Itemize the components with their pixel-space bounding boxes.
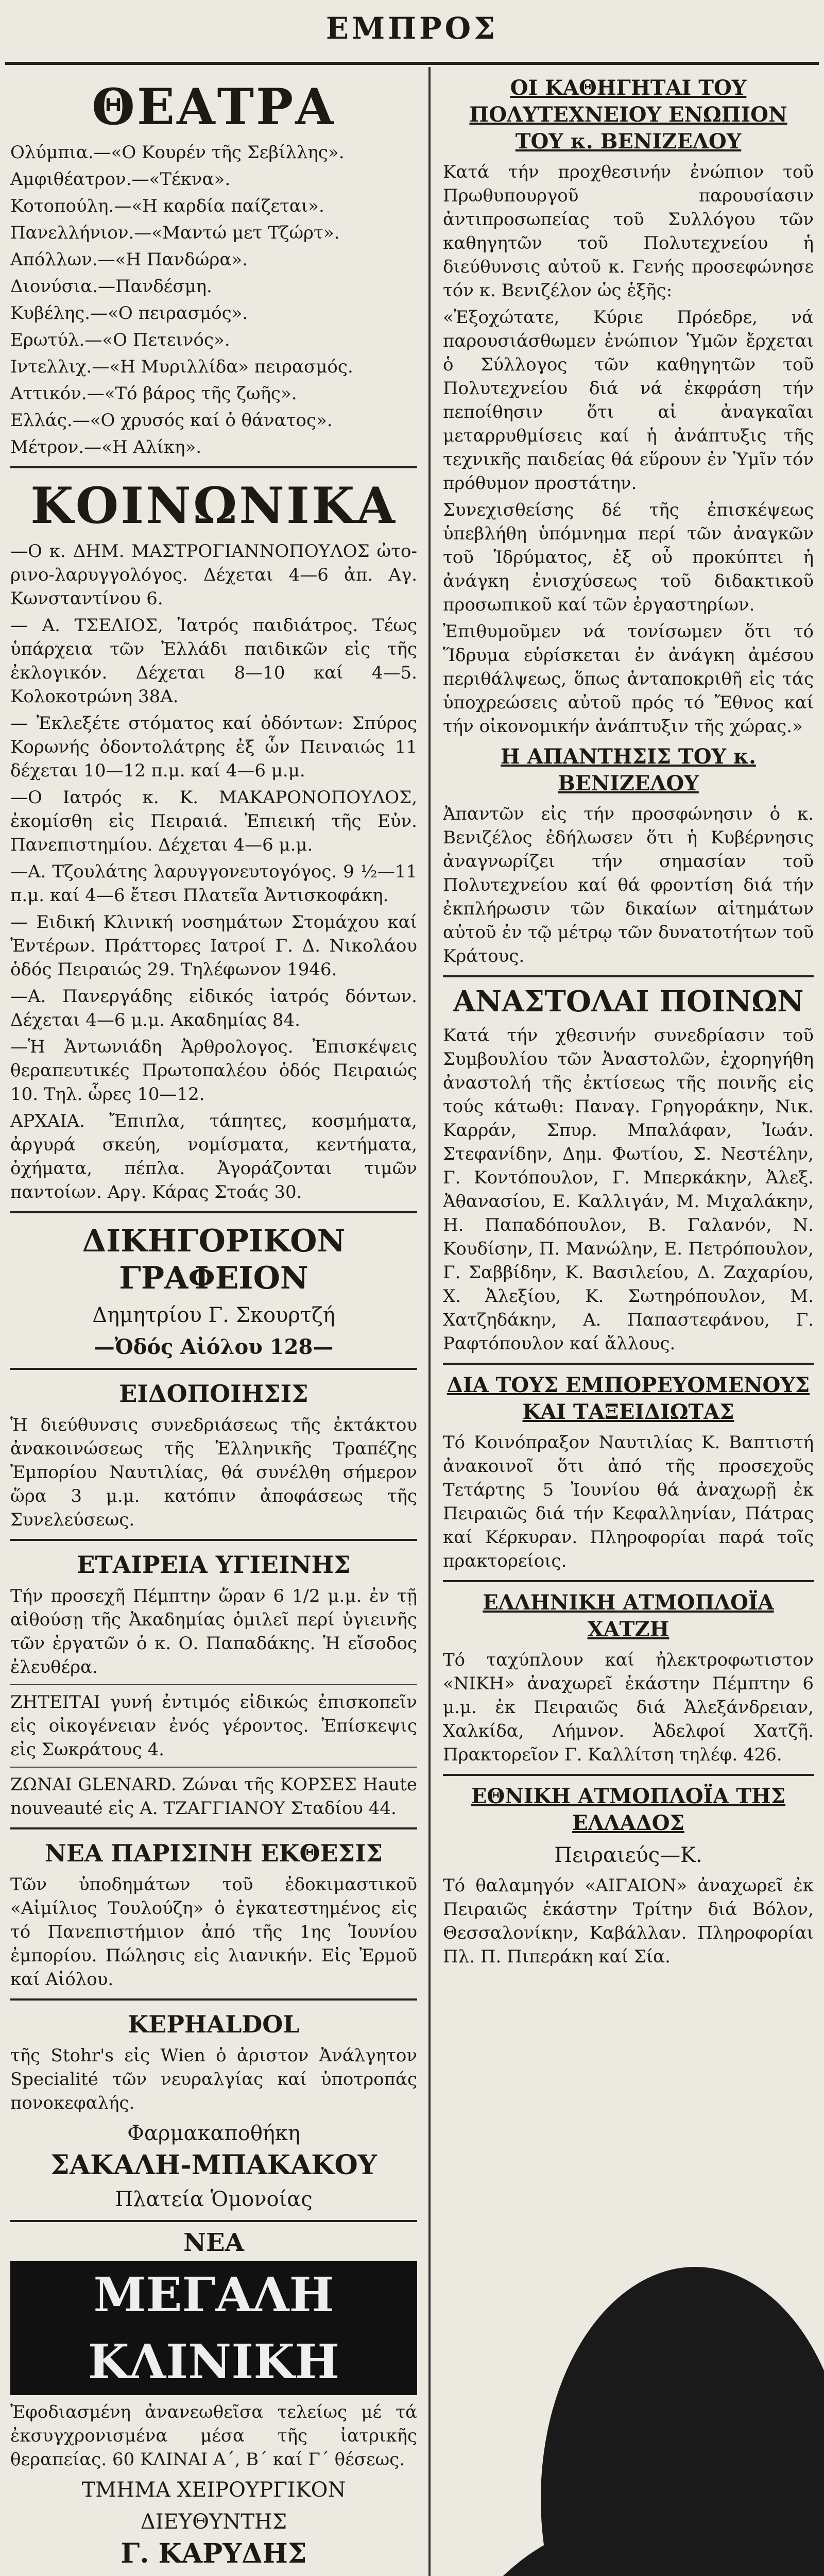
- clinic-director: Γ. ΚΑΡΥΔΗΣ: [121, 2538, 307, 2569]
- health-text: Τήν προσεχῆ Πέμπτην ὥραν 6 1/2 μ.μ. ἐν τῇ αἰθούσῃ τῆς Ἀκαδημίας ὁμιλεῖ περί ὑγιεινῆς τῶν ἐργατῶν ὁ κ. Ο. Παπαδάκης. Ἡ εἴσοδος ἐλευθέρα.: [10, 1586, 417, 1677]
- masthead-rule: [5, 62, 819, 65]
- social-notices: [10, 539, 417, 1106]
- notices-heading: ΕΙΔΟΠΟΙΗΣΙΣ: [119, 1380, 308, 1408]
- theatre-listing: Αμφιθέατρον.—«Τέκνα».: [10, 169, 231, 190]
- rule: [10, 1684, 417, 1685]
- liner2-text: Τό θαλαμηγόν «ΑΙΓΑΙΟΝ» ἀναχωρεῖ ἐκ Πειραιῶς ἑκάστην Τρίτην διά Βόλον, Θεσσαλονίκην, Καβάλλαν. Πληροφορίαι Πλ. Π. Πιπεράκη καί Σία.: [443, 1875, 814, 1967]
- clinic-kicker: ΝΕΑ: [183, 2228, 244, 2257]
- rule: [443, 1580, 814, 1582]
- reply-text: Ἀπαντῶν εἰς τήν προσφώνησιν ὁ κ. Βενιζέλος ἐδήλωσεν ὅτι ἡ Κυβέρνησις ἀναγνωρίζει τήν σημασίαν τοῦ Πολυτεχνείου καί θά φροντίση διά τήν ἐκπλήρωσιν τῶν δικαίων αἰτημάτων αὐτοῦ ἐν τῷ μέτρῳ τῶν δυνατοτήτων τοῦ Κράτους.: [443, 804, 814, 967]
- theatre-listing: Απόλλων.—«Η Πανδώρα».: [10, 249, 248, 270]
- rule: [443, 975, 814, 977]
- theatre-listing: Κοτοπούλη.—«Η καρδία παίζεται».: [10, 196, 324, 216]
- merchants-heading: ΔΙΑ ΤΟΥΣ ΕΜΠΟΡΕΥΟΜΕΝΟΥΣ ΚΑΙ ΤΑΞΕΙΔΙΩΤΑΣ: [447, 1373, 810, 1424]
- pharmacy-label: Φαρμακαποθήκη: [127, 2122, 300, 2145]
- social-notice: — Ἐκλεξέτε στόματος καί ὀδόντων: Σπύρος Κορωνής ὀδοντολάτρης ἐξ ὧν Πειναιώς 11 δέχεται 10—12 π.μ. καί 4—6 μ.μ.: [10, 713, 417, 781]
- amnesty-text: Κατά τήν χθεσινήν συνεδρίασιν τοῦ Συμβουλίου τῶν Ἀναστολῶν, ἐχορηγήθη ἀναστολή τῆς ἐκτίσεως τῆς ποινῆς εἰς τούς κάτωθι: Παναγ. Γρηγοράκην, Νικ. Καρράν, Σπυρ. Μπαλάφαν, Ἰωάν. Στεφανίδην, Δημ. Φωτίου, Σ. Νεστέλην, Γ. Κοντόπουλον, Γ. Μπερκάκην, Ἀλεξ. Ἀθανασίου, Ε. Καλλιγάν, Μ. Μιχαλάκην, Η. Παπαδόπουλον, Β. Γαλανόν, Ν. Κουδίσην, Π. Μανώλην, Ε. Πετρόπουλον, Γ. Σαββίδην, Κ. Βασιλείου, Δ. Ζαχαρίου, Χ. Ἀλεξίου, Κ. Σωτηρόπουλον, Μ. Χατζηδάκην, Α. Παπαστεφάνου, Γ. Ραφτόπουλον καί ἄλλους.: [443, 1025, 814, 1354]
- theatre-listing: Μέτρον.—«Η Αλίκη».: [10, 437, 202, 457]
- law-office-heading: ΔΙΚΗΓΟΡΙΚΟΝ ΓΡΑΦΕΙΟΝ: [82, 1223, 346, 1296]
- theatre-listing: Αττικόν.—«Τό βάρος τῆς ζωῆς».: [10, 383, 297, 404]
- reply-heading: Η ΑΠΑΝΤΗΣΙΣ ΤΟΥ κ. ΒΕΝΙΖΕΛΟΥ: [501, 744, 756, 795]
- theatre-listing: Πανελλήνιον.—«Μαντώ μετ Τζώρτ».: [10, 223, 340, 243]
- health-heading: ΕΤΑΙΡΕΙΑ ΥΓΙΕΙΝΗΣ: [77, 1551, 351, 1579]
- kephaldol-heading: KEPHALDOL: [128, 2010, 300, 2038]
- law-office-name: Δημητρίου Γ. Σκουρτζή: [92, 1303, 335, 1327]
- rule: [10, 1767, 417, 1768]
- article-paragraph: «Ἐξοχώτατε, Κύριε Πρόεδρε, νά παρουσιάσθωμεν ἐνώπιον Ὑμῶν ἔρχεται ὁ Σύλλογος τῶν καθηγητῶν τοῦ Πολυτεχνείου διά νά ἐκφράση τήν πεποίθησιν ὅτι αἱ ἀναγκαῖαι μεταρρυθμίσεις καί ἡ ἀνάπτυξις τῆς τεχνικῆς παιδείας θά εὕρουν ἐν Ὑμῖν τόν πρόθυμον προστάτην.: [443, 307, 814, 494]
- rule: [10, 1998, 417, 2001]
- social-notice: — Ειδική Κλινική νοσημάτων Στομάχου καί Ἐντέρων. Πράττορες Ιατροί Γ. Δ. Νικολάου ὁδός Πειραιώς 29. Τηλέφωνον 1946.: [10, 912, 417, 980]
- rule: [443, 1363, 814, 1365]
- theatre-listings: [10, 141, 417, 459]
- polytechnic-heading: ΟΙ ΚΑΘΗΓΗΤΑΙ ΤΟΥ ΠΟΛΥΤΕΧΝΕΙΟΥ ΕΝΩΠΙΟΝ ΤΟΥ κ. ΒΕΝΙΖΕΛΟΥ: [469, 76, 787, 154]
- column-divider: [428, 67, 431, 2576]
- left-column: [10, 70, 417, 2576]
- social-notice: —Ἡ Ἀντωνιάδη Ἀρθρολογος. Ἐπισκέψεις θεραπευτικές Πρωτοπαλέου ὁδός Πειραιώς 10. Τηλ. ὧρες 10—12.: [10, 1037, 417, 1105]
- theatre-listing: Ερωτύλ.—«Ο Πετεινός».: [10, 330, 230, 350]
- theatre-listing: Κυβέλης.—«Ο πειρασμός».: [10, 303, 248, 324]
- social-heading: ΚΟΙΝΩΝΙΚΑ: [30, 477, 397, 535]
- rule: [10, 1827, 417, 1829]
- rule: [10, 1211, 417, 1213]
- paris-heading: ΝΕΑ ΠΑΡΙΣΙΝΗ ΕΚΘΕΣΙΣ: [44, 1839, 383, 1867]
- social-notice: —Ο Ιατρός κ. Κ. ΜΑΚΑΡΟΝΟΠΟΥΛΟΣ, ἐκομίσθη εἰς Πειραιά. Ἐπιεική τῆς Εὐν. Πανεπιστημίου. Δέχεται 4—6 μ.μ.: [10, 787, 417, 855]
- social-notice: —Α. Πανεργάδης εἰδικός ἰατρός δόντων. Δέχεται 4—6 μ.μ. Ακαδημίας 84.: [10, 986, 417, 1030]
- article-paragraph: Κατά τήν προχθεσινήν ἐνώπιον τοῦ Πρωθυπουργοῦ παρουσίασιν ἀντιπροσωπείας τοῦ Συλλόγου τῶν καθηγητῶν τοῦ Πολυτεχνείου ἡ διεύθυνσις αὐτοῦ κ. Γενής προσεφώνησε τόν κ. Βενιζέλον ὡς ἑξῆς:: [443, 162, 814, 301]
- antiques-ad: ΑΡΧΑΙΑ. Ἔπιπλα, τάπητες, κοσμήματα, ἀργυρά σκεύη, νομίσματα, κεντήματα, ὀχήματα, πέπλα. Ἀγοράζονται τιμῶν παντοίων. Αργ. Κάρας Στοάς 30.: [10, 1111, 417, 1202]
- theatre-listing: Ολύμπια.—«Ο Κουρέν τῆς Σεβίλλης».: [10, 142, 345, 163]
- liner2-heading: ΕΘΝΙΚΗ ΑΤΜΟΠΛΟΪΑ ΤΗΣ ΕΛΛΑΔΟΣ: [471, 1784, 786, 1835]
- clinic-dept: ΤΜΗΜΑ ΧΕΙΡΟΥΡΓΙΚΟΝ: [81, 2478, 346, 2502]
- pharmacy-name: ΣΑΚΑΛΗ-ΜΠΑΚΑΚΟΥ: [50, 2149, 377, 2181]
- kephaldol-text: τῆς Stohr's εἰς Wien ὁ ἀριστον Ἀνάλγητον Specialité τῶν νευραλγίας καί ὑποτροπάς πονοκεφαλής.: [10, 2045, 417, 2113]
- notices-text: Ἡ διεύθυνσις συνεδριάσεως τῆς ἐκτάκτου ἀνακοινώσεως τῆς Ἑλληνικῆς Τραπέζης Ἐμπορίου Ναυτιλίας, θά συνέλθη σήμερον ὥρα 3 μ.μ. κατόπιν ἀποφάσεως τῆς Συνελεύσεως.: [10, 1415, 417, 1530]
- rule: [10, 1539, 417, 1541]
- social-notice: — Α. ΤΣΕΛΙΟΣ, Ἰατρός παιδιάτρος. Τέως ὑπάρχεια τῶν Ἐλλάδι παιδικῶν εἰς τῆς ἐκλογικόν. Δέχεται 8—10 καί 4—5. Κολοκοτρώνη 38Α.: [10, 615, 417, 707]
- theatre-listing: Διονύσια.—Πανδέσμη.: [10, 276, 212, 297]
- rule: [10, 466, 417, 468]
- social-notice: —Ο κ. ΔΗΜ. ΜΑΣΤΡΟΓΙΑΝΝΟΠΟΥΛΟΣ ὠτο-ρινο-λαρυγγολόγος. Δέχεται 4—6 ἀπ. Αγ. Κωνσταντίνου 6.: [10, 541, 417, 609]
- rule: [10, 2220, 417, 2222]
- paris-text: Τῶν ὑποδημάτων τοῦ ἐδοκιμαστικοῦ «Αἰμίλιος Τουλούζη» ὁ ἐγκατεστημένος εἰς τό Πανεπιστήμιον ἀπό τῆς 1ης Ἰουνίου ἐμπορίου. Πώλησις εἰς λιανικήν. Εἰς Ἐρμοῦ καί Αἰόλου.: [10, 1874, 417, 1990]
- pharmacy-address: Πλατεία Ὁμονοίας: [115, 2188, 313, 2211]
- masthead: ΕΜΠΡΟΣ: [325, 11, 499, 46]
- liner-text: Τό ταχύπλουν καί ἠλεκτροφωτιστον «ΝΙΚΗ» ἀναχωρεῖ ἑκάστην Πέμπτην 6 μ.μ. ἐκ Πειραιῶς διά Ἀλεξάνδρειαν, Χαλκίδα, Λήμνον. Ἀδελφοί Χατζῆ. Πρακτορεῖον Γ. Καλλίτση τηλέφ. 426.: [443, 1650, 814, 1765]
- theatre-listing: Ιντελλιχ.—«Η Μυριλλίδα» πειρασμός.: [10, 357, 353, 377]
- clinic-banner: ΜΕΓΑΛΗ ΚΛΙΝΙΚΗ: [10, 2261, 417, 2395]
- rule: [443, 1774, 814, 1776]
- liner2-sub: Πειραιεύς—Κ.: [554, 1843, 702, 1867]
- right-column: [443, 70, 814, 2576]
- glenard-ad: ΖΩΝΑΙ GLENARD. Ζώναι τῆς ΚΟΡΣΕΣ Haute nouveauté εἰς Α. ΤΖΑΓΓΙΑΝΟΥ Σταδίου 44.: [10, 1774, 417, 1819]
- rule: [10, 1368, 417, 1370]
- law-office-address: —Ὀδός Αἰόλου 128—: [94, 1335, 334, 1359]
- clinic-text: Ἐφοδιασμένη ἀνανεωθεῖσα τελείως μέ τά ἐκσυγχρονισμένα μέσα τῆς ἰατρικῆς θεραπείας. 60 ΚΛΙΝΑΙ Α΄, Β΄ καί Γ΄ θέσεως.: [10, 2402, 417, 2470]
- polytechnic-article: [443, 160, 814, 738]
- liner-heading: ΕΛΛΗΝΙΚΗ ΑΤΜΟΠΛΟΪΑ ΧΑΤΖΗ: [483, 1590, 774, 1641]
- theatre-heading: ΘΕΑΤΡΑ: [92, 78, 336, 136]
- clinic-director-label: ΔΙΕΥΘΥΝΤΗΣ: [140, 2510, 287, 2534]
- social-notice: —Α. Τζουλάτης λαρυγγονευτογόγος. 9 ½—11 π.μ. καί 4—6 ἔτεσι Πλατεῖα Ἀντισκοφάκη.: [10, 861, 417, 906]
- amnesty-heading: ΑΝΑΣΤΟΛΑΙ ΠΟΙΝΩΝ: [453, 985, 804, 1019]
- theatre-listing: Ελλάς.—«Ο χρυσός καί ὁ θάνατος».: [10, 410, 333, 431]
- article-paragraph: Συνεχισθείσης δέ τῆς ἐπισκέψεως ὑπεβλήθη ὑπόμνημα περί τῶν ἀναγκῶν τοῦ Ἱδρύματος, ἐξ οὗ προκύπτει ἡ ἀνάγκη ἐνισχύσεως τοῦ διδακτικοῦ προσωπικοῦ καί τῶν ἐργαστηρίων.: [443, 500, 814, 615]
- article-paragraph: Ἐπιθυμοῦμεν νά τονίσωμεν ὅτι τό Ἵδρυμα εὑρίσκεται ἐν ἀνάγκη ἀμέσου περιθάλψεως, ὅπως ἀνταποκριθῆ εἰς τάς ὑποχρεώσεις αὐτοῦ πρός τό Ἔθνος καί τήν οἰκονομικήν ἀνάπτυξιν τῆς χώρας.»: [443, 621, 814, 737]
- merchants-text: Τό Κοινόπραξον Ναυτιλίας Κ. Βαπτιστή ἀνακοινοῖ ὅτι ἀπό τῆς προσεχοῦς Τετάρτης 5 Ἰουνίου θά ἀναχωρῇ ἐκ Πειραιῶς διά τήν Κεφαλληνίαν, Πάτρας καί Κέρκυραν. Πληροφορίαι παρά τοῖς πρακτορείοις.: [443, 1432, 814, 1571]
- wanted-ad: ΖΗΤΕΙΤΑΙ γυνή ἐντιμός εἰδικώς ἐπισκοπεῖν εἰς οἰκογένειαν ἐνός γέροντος. Ἐπίσκεψις εἰς Σωκράτους 4.: [10, 1692, 417, 1760]
